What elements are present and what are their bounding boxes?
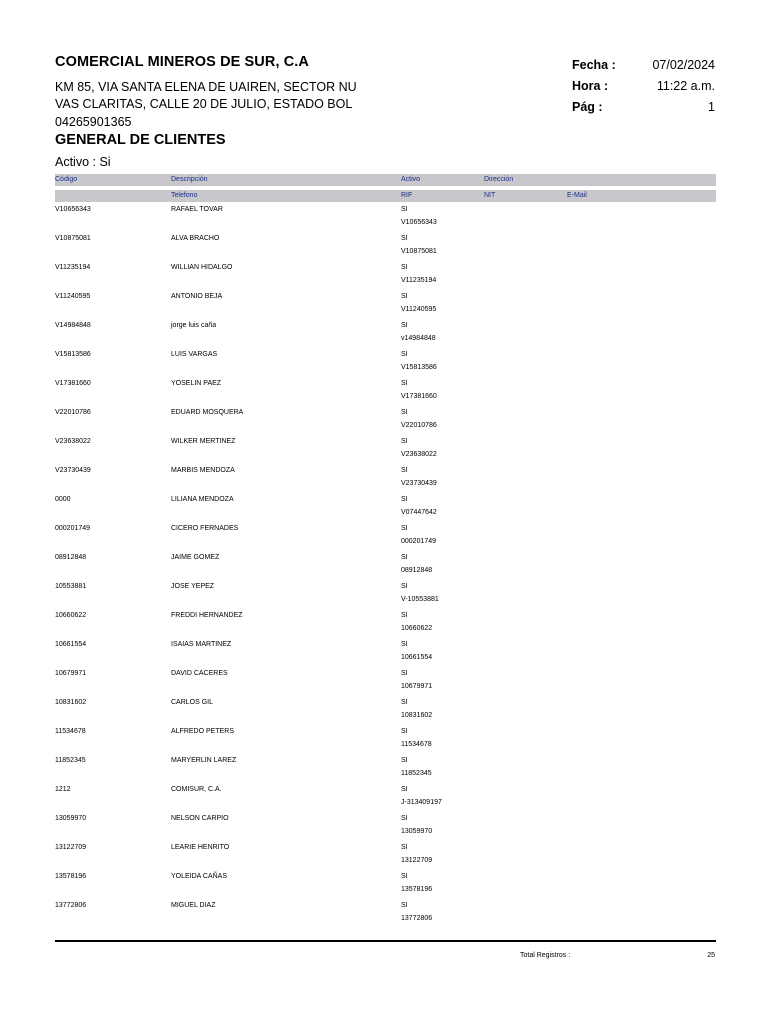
client-active: SI — [401, 612, 408, 619]
table-row — [0, 202, 768, 231]
client-description: RAFAEL TOVAR — [171, 206, 223, 213]
client-active: SI — [401, 554, 408, 561]
client-description: WILKER MERTINEZ — [171, 438, 236, 445]
table-row — [0, 347, 768, 376]
client-description: DAVID CACERES — [171, 670, 228, 677]
client-code: 11534678 — [55, 728, 86, 735]
client-description: ALFREDO PETERS — [171, 728, 235, 735]
phone-line: 04265901365 — [55, 115, 132, 129]
table-row — [0, 318, 768, 347]
client-rif: 13772806 — [401, 915, 433, 922]
client-description: YOSELIN PAEZ — [171, 380, 222, 387]
client-rif: 10661554 — [401, 654, 433, 661]
client-code: 1212 — [55, 786, 71, 793]
client-description: COMISUR, C.A. — [171, 786, 222, 793]
client-description: CICERO FERNADES — [171, 525, 239, 532]
client-description: JOSE YEPEZ — [171, 583, 215, 590]
client-rif: 10831602 — [401, 712, 433, 719]
client-description: MIGUEL DIAZ — [171, 902, 216, 909]
client-code: V11235194 — [55, 264, 91, 271]
client-code: V11240595 — [55, 293, 91, 300]
table-row — [0, 550, 768, 579]
time-value: 11:22 a.m. — [656, 79, 715, 93]
client-active: SI — [401, 641, 408, 648]
table-row — [0, 666, 768, 695]
client-code: V10656343 — [55, 206, 91, 213]
client-rif: 11534678 — [401, 741, 432, 748]
client-description: CARLOS GIL — [171, 699, 214, 706]
client-description: NELSON CARPIO — [171, 815, 229, 822]
client-active: SI — [401, 235, 408, 242]
client-code: V14984848 — [55, 322, 91, 329]
client-active: SI — [401, 264, 408, 271]
table-row — [0, 521, 768, 550]
column-header-row-1 — [55, 174, 716, 186]
time-label: Hora : — [572, 79, 609, 93]
client-description: EDUARD MOSQUERA — [171, 409, 244, 416]
client-code: 11852345 — [55, 757, 86, 764]
client-active: SI — [401, 728, 408, 735]
client-code: 10679971 — [55, 670, 87, 677]
client-rif: V15813586 — [401, 364, 437, 371]
col-activo: Activo — [401, 176, 421, 183]
company-name: COMERCIAL MINEROS DE SUR, C.A — [55, 54, 309, 70]
client-code: V22010786 — [55, 409, 91, 416]
client-active: SI — [401, 293, 408, 300]
total-records-value: 25 — [707, 952, 715, 959]
page-label: Pág : — [572, 100, 603, 114]
client-rif: V23730439 — [401, 480, 437, 487]
col-rif: RIF — [401, 192, 413, 199]
client-rif: 13059970 — [401, 828, 433, 835]
client-code: 10660622 — [55, 612, 87, 619]
client-rif: 10679971 — [401, 683, 433, 690]
client-description: LEARIE HENRITO — [171, 844, 230, 851]
client-description: WILLIAN HIDALGO — [171, 264, 233, 271]
client-description: MARBIS MENDOZA — [171, 467, 235, 474]
column-header-row-2 — [55, 190, 716, 202]
client-rif: V-10553881 — [401, 596, 439, 603]
client-active: SI — [401, 409, 408, 416]
client-rif: v14984848 — [401, 335, 436, 342]
footer-divider — [55, 940, 716, 942]
table-row — [0, 260, 768, 289]
client-active: SI — [401, 844, 408, 851]
table-row — [0, 231, 768, 260]
address-line-2: VAS CLARITAS, CALLE 20 DE JULIO, ESTADO BOL — [55, 97, 353, 111]
table-row — [0, 898, 768, 927]
client-description: MARYERLIN LAREZ — [171, 757, 237, 764]
col-nit: NIT — [484, 192, 496, 199]
table-row — [0, 724, 768, 753]
client-code: V10875081 — [55, 235, 91, 242]
client-code: V15813586 — [55, 351, 91, 358]
col-codigo: Código — [55, 176, 78, 183]
client-description: ANTONIO BEJA — [171, 293, 223, 300]
client-description: jorge luis caña — [171, 322, 217, 329]
col-direccion: Dirección — [484, 176, 514, 183]
client-rif: V07447642 — [401, 509, 437, 516]
table-row — [0, 753, 768, 782]
client-code: 000201749 — [55, 525, 91, 532]
client-description: LILIANA MENDOZA — [171, 496, 234, 503]
table-row — [0, 579, 768, 608]
col-telefono: Telefono — [171, 192, 198, 199]
table-row — [0, 695, 768, 724]
client-code: 13059970 — [55, 815, 87, 822]
table-row — [0, 608, 768, 637]
client-active: SI — [401, 699, 408, 706]
client-rif: V11240595 — [401, 306, 437, 313]
client-code: 0000 — [55, 496, 71, 503]
client-rif: V10656343 — [401, 219, 437, 226]
col-email: E-Mail — [567, 192, 587, 199]
client-active: SI — [401, 438, 408, 445]
table-row — [0, 811, 768, 840]
client-active: SI — [401, 873, 408, 880]
filter-text: Activo : Si — [55, 155, 111, 169]
col-descripcion: Descripción — [171, 176, 208, 183]
client-description: ALVA BRACHO — [171, 235, 220, 242]
total-records-label: Total Registros : — [520, 952, 571, 959]
client-code: 13122709 — [55, 844, 87, 851]
client-active: SI — [401, 467, 408, 474]
table-row — [0, 782, 768, 811]
client-rif: 13578196 — [401, 886, 433, 893]
page-value: 1 — [708, 100, 715, 114]
table-row — [0, 463, 768, 492]
client-active: SI — [401, 525, 408, 532]
client-list — [0, 202, 768, 927]
client-active: SI — [401, 496, 408, 503]
client-active: SI — [401, 670, 408, 677]
client-code: V17381660 — [55, 380, 91, 387]
date-value: 07/02/2024 — [652, 58, 715, 72]
client-active: SI — [401, 322, 408, 329]
client-active: SI — [401, 206, 408, 213]
client-rif: V17381660 — [401, 393, 437, 400]
client-active: SI — [401, 757, 408, 764]
client-code: 08912848 — [55, 554, 87, 561]
table-row — [0, 434, 768, 463]
client-code: V23638022 — [55, 438, 91, 445]
report-title: GENERAL DE CLIENTES — [55, 132, 226, 148]
client-rif: 08912848 — [401, 567, 433, 574]
client-description: FREDDI HERNANDEZ — [171, 612, 243, 619]
client-description: LUIS VARGAS — [171, 351, 218, 358]
client-code: V23730439 — [55, 467, 91, 474]
client-description: YOLEIDA CAÑAS — [171, 873, 228, 880]
table-row — [0, 376, 768, 405]
client-active: SI — [401, 786, 408, 793]
table-row — [0, 637, 768, 666]
client-code: 13772806 — [55, 902, 87, 909]
client-active: SI — [401, 815, 408, 822]
client-rif: J-313409197 — [401, 799, 442, 806]
table-row — [0, 405, 768, 434]
client-rif: 11852345 — [401, 770, 432, 777]
date-label: Fecha : — [572, 58, 616, 72]
client-rif: V10875081 — [401, 248, 437, 255]
address-line-1: KM 85, VIA SANTA ELENA DE UAIREN, SECTOR NU — [55, 80, 357, 94]
client-rif: 000201749 — [401, 538, 437, 545]
client-active: SI — [401, 902, 408, 909]
client-rif: V23638022 — [401, 451, 437, 458]
client-rif: 13122709 — [401, 857, 433, 864]
client-active: SI — [401, 583, 408, 590]
client-active: SI — [401, 380, 408, 387]
client-description: JAIME GOMEZ — [171, 554, 220, 561]
client-active: SI — [401, 351, 408, 358]
table-row — [0, 492, 768, 521]
client-rif: V11235194 — [401, 277, 437, 284]
client-code: 10553881 — [55, 583, 87, 590]
client-code: 13578196 — [55, 873, 87, 880]
client-description: ISAIAS MARTINEZ — [171, 641, 232, 648]
client-rif: V22010786 — [401, 422, 437, 429]
table-row — [0, 289, 768, 318]
table-row — [0, 840, 768, 869]
client-rif: 10660622 — [401, 625, 433, 632]
client-code: 10831602 — [55, 699, 87, 706]
table-row — [0, 869, 768, 898]
client-code: 10661554 — [55, 641, 87, 648]
